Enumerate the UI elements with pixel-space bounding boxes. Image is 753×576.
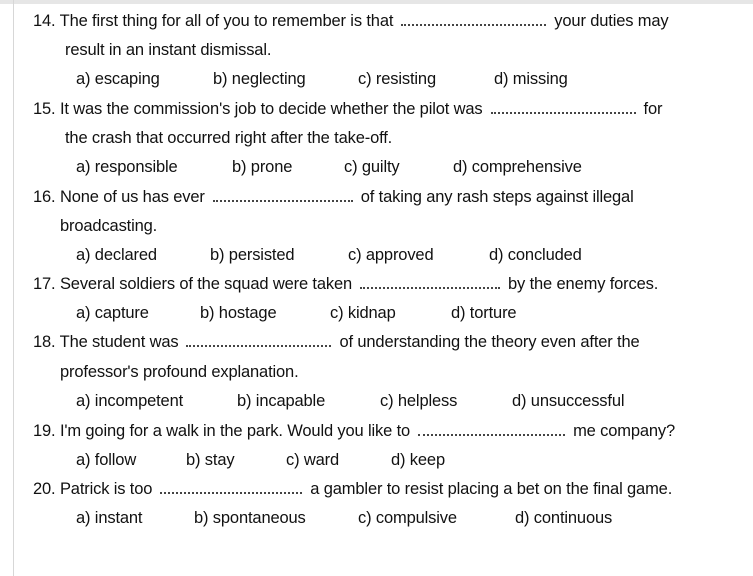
question-number: 19. xyxy=(33,422,56,440)
question-18-option-c[interactable]: c) helpless xyxy=(380,392,458,410)
question-text-after: of taking any rash steps against illegal xyxy=(360,188,634,206)
answer-blank[interactable] xyxy=(491,100,636,114)
question-16-option-b[interactable]: b) persisted xyxy=(210,246,295,264)
question-16-option-c[interactable]: c) approved xyxy=(348,246,434,264)
question-text-before: Patrick is too xyxy=(59,480,153,498)
question-15-option-b[interactable]: b) prone xyxy=(232,158,293,176)
question-15-option-a[interactable]: a) responsible xyxy=(76,158,178,176)
question-14-option-b[interactable]: b) neglecting xyxy=(213,70,306,88)
question-text-before: Several soldiers of the squad were taken xyxy=(59,275,353,293)
question-text-before: The student was xyxy=(59,333,179,351)
question-text-before: It was the commission's job to decide whether the pilot was xyxy=(59,100,483,118)
question-19-option-a[interactable]: a) follow xyxy=(76,451,137,469)
top-edge xyxy=(0,0,753,4)
question-17-option-b[interactable]: b) hostage xyxy=(200,304,277,322)
question-20-line xyxy=(33,479,672,499)
question-19-option-b[interactable]: b) stay xyxy=(186,451,235,469)
question-text-after: for xyxy=(643,100,663,118)
question-text-after: me company? xyxy=(573,422,676,440)
question-number: 17. xyxy=(33,275,56,293)
question-19-line xyxy=(33,421,675,441)
question-18-option-a[interactable]: a) incompetent xyxy=(76,392,184,410)
answer-blank[interactable] xyxy=(160,480,302,494)
question-text-after: a gambler to resist placing a bet on the final game. xyxy=(310,480,673,498)
question-20-option-d[interactable]: d) continuous xyxy=(515,509,613,527)
question-20-option-a[interactable]: a) instant xyxy=(76,509,143,527)
question-18-continuation: professor's profound explanation. xyxy=(60,363,299,381)
question-17-option-d[interactable]: d) torture xyxy=(451,304,517,322)
question-16-option-a[interactable]: a) declared xyxy=(76,246,157,264)
question-number: 18. xyxy=(33,333,56,351)
question-18-option-b[interactable]: b) incapable xyxy=(237,392,326,410)
question-14-line xyxy=(33,11,669,31)
answer-blank[interactable] xyxy=(401,12,546,26)
question-number: 14. xyxy=(33,12,56,30)
question-text-before: None of us has ever xyxy=(59,188,205,206)
question-15-option-c[interactable]: c) guilty xyxy=(344,158,400,176)
question-text-after: your duties may xyxy=(554,12,669,30)
question-14-option-c[interactable]: c) resisting xyxy=(358,70,436,88)
question-text-before: The first thing for all of you to remember is that xyxy=(59,12,394,30)
question-18-line xyxy=(33,332,640,352)
question-number: 15. xyxy=(33,100,56,118)
question-17-option-a[interactable]: a) capture xyxy=(76,304,149,322)
answer-blank[interactable] xyxy=(418,422,565,436)
question-20-option-b[interactable]: b) spontaneous xyxy=(194,509,306,527)
question-14-continuation: result in an instant dismissal. xyxy=(65,41,272,59)
question-16-line xyxy=(33,187,634,207)
question-14-option-d[interactable]: d) missing xyxy=(494,70,568,88)
question-15-continuation: the crash that occurred right after the take-off. xyxy=(65,129,393,147)
question-20-option-c[interactable]: c) compulsive xyxy=(358,509,457,527)
question-number: 16. xyxy=(33,188,56,206)
answer-blank[interactable] xyxy=(213,188,353,202)
question-number: 20. xyxy=(33,480,56,498)
question-17-option-c[interactable]: c) kidnap xyxy=(330,304,396,322)
answer-blank[interactable] xyxy=(186,333,331,347)
question-15-option-d[interactable]: d) comprehensive xyxy=(453,158,582,176)
question-text-after: by the enemy forces. xyxy=(508,275,659,293)
question-14-option-a[interactable]: a) escaping xyxy=(76,70,160,88)
question-19-option-c[interactable]: c) ward xyxy=(286,451,340,469)
question-16-continuation: broadcasting. xyxy=(60,217,158,235)
question-text-before: I'm going for a walk in the park. Would you like to xyxy=(59,422,411,440)
question-text-after: of understanding the theory even after the xyxy=(339,333,640,351)
question-16-option-d[interactable]: d) concluded xyxy=(489,246,582,264)
question-19-option-d[interactable]: d) keep xyxy=(391,451,445,469)
left-margin-rule xyxy=(13,0,14,576)
question-18-option-d[interactable]: d) unsuccessful xyxy=(512,392,625,410)
question-17-line xyxy=(33,274,658,294)
question-15-line xyxy=(33,99,662,119)
answer-blank[interactable] xyxy=(360,275,500,289)
